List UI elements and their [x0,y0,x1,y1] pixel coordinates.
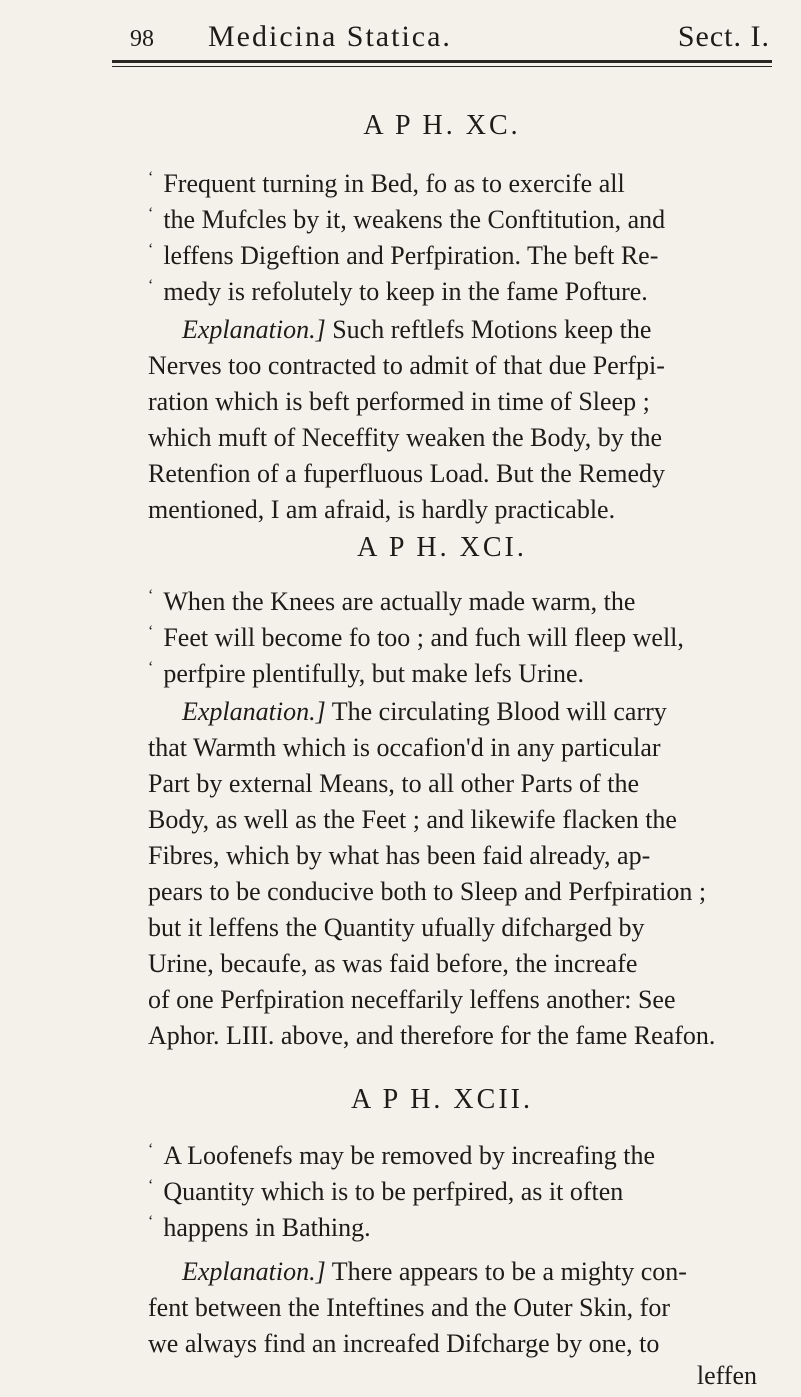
header-rule [112,60,772,63]
explanation-line: we always find an increafed Difcharge by one, to [148,1329,660,1358]
explanation-line: of one Perfpiration neceffarily leffens another: See [148,985,676,1014]
explanation-line: Part by external Means, to all other Parts of the [148,769,639,798]
explanation-line: pears to be conducive both to Sleep and Perfpiration ; [148,877,707,906]
aphorism-line: ‘ Quantity which is to be perfpired, as it often [148,1177,624,1206]
explanation-line: Explanation.] There appears to be a mighty con- [182,1257,687,1286]
aphorism-heading: A P H. XCII. [351,1084,533,1115]
explanation-line: Nerves too contracted to admit of that due Perfpi- [148,351,665,380]
header-rule-thin [112,66,772,67]
explanation-line: but it leffens the Quantity ufually difcharged by [148,913,645,942]
aphorism-line: ‘ the Mufcles by it, weakens the Conftitution, and [148,205,666,234]
aphorism-line: ‘ perfpire plentifully, but make lefs Urine. [148,659,584,688]
explanation-line: Explanation.] Such reftlefs Motions keep the [182,315,652,344]
aphorism-line: ‘ Feet will become fo too ; and fuch will fleep well, [148,623,684,652]
explanation-label: Explanation.] [182,1257,326,1286]
explanation-line: Explanation.] The circulating Blood will carry [182,697,667,726]
explanation-line: which muft of Neceffity weaken the Body, by the [148,423,663,452]
explanation-line: that Warmth which is occafion'd in any particular [148,733,661,762]
explanation-line: ration which is beft performed in time of Sleep ; [148,387,650,416]
explanation-line: fent between the Inteftines and the Outer Skin, for [148,1293,670,1322]
explanation-line: Aphor. LIII. above, and therefore for the fame Reafon. [148,1021,716,1050]
explanation-line: Fibres, which by what has been faid already, ap- [148,841,651,870]
aphorism-line: ‘ medy is refolutely to keep in the fame Pofture. [148,277,648,306]
explanation-label: Explanation.] [182,315,326,344]
catchword: leffen [696,1361,757,1390]
explanation-line: Body, as well as the Feet ; and likewife flacken the [148,805,677,834]
quote-mark: ‘ [148,169,154,186]
explanation-line: Urine, becaufe, as was faid before, the increafe [148,949,638,978]
aphorism-line: ‘ A Loofenefs may be removed by increafing the [148,1141,655,1170]
aphorism-line: ‘ Frequent turning in Bed, fo as to exercife all [148,169,625,198]
running-title: Medicina Statica. [208,20,452,53]
aphorism-heading: A P H. XCI. [357,532,527,563]
aphorism-heading: A P H. XC. [363,110,521,141]
page-number: 98 [130,26,154,52]
aphorism-line: ‘ leffens Digeftion and Perfpiration. The beft Re- [148,241,659,270]
explanation-label: Explanation.] [182,697,326,726]
aphorism-line: ‘ happens in Bathing. [148,1213,371,1242]
page-header [130,14,770,74]
section-label: Sect. I. [677,20,770,53]
explanation-line: Retenfion of a fuperfluous Load. But the Remedy [148,459,665,488]
explanation-line: mentioned, I am afraid, is hardly practicable. [148,495,616,524]
aphorism-line: ‘ When the Knees are actually made warm, the [148,587,636,616]
